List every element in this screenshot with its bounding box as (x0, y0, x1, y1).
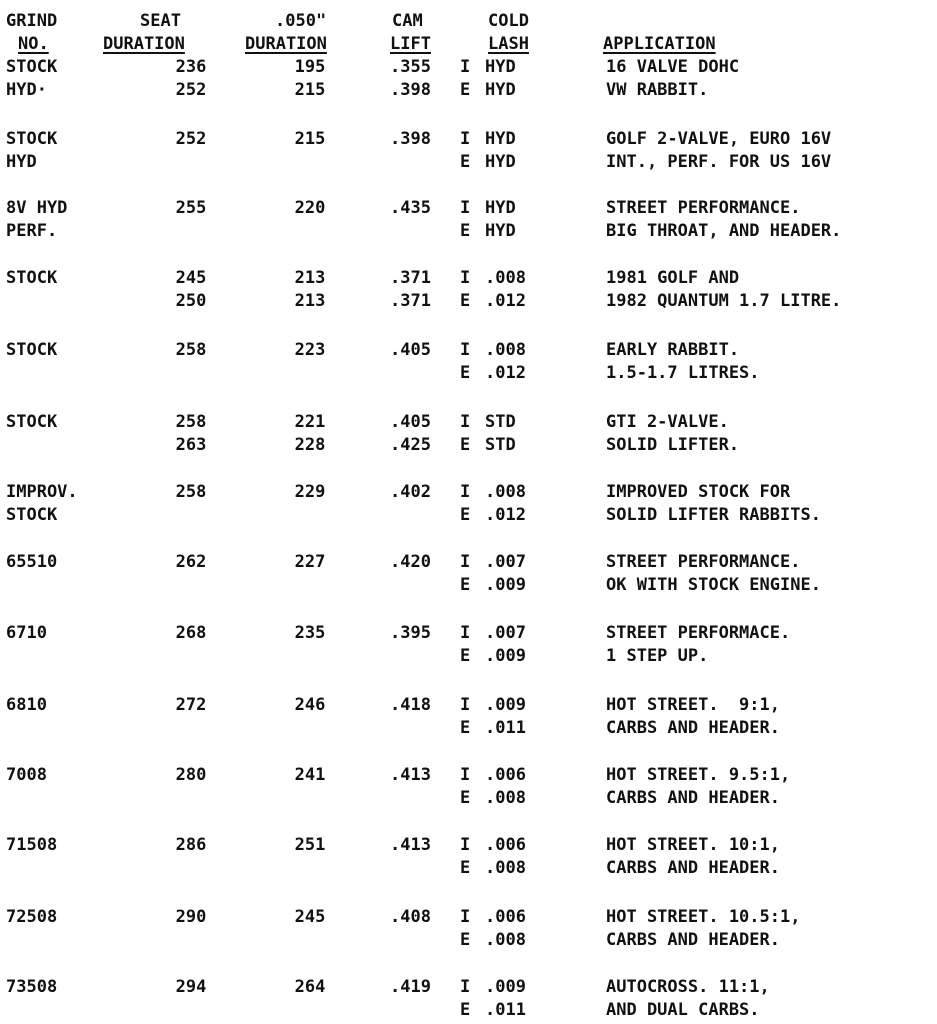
grind-no-cell: 6810 (6, 695, 47, 715)
application-cell: HOT STREET. 10:1, (606, 835, 780, 855)
application-cell: IMPROVED STOCK FOR (606, 482, 791, 502)
grind-no-cell: HYD (6, 152, 37, 172)
application-cell: EARLY RABBIT. (606, 340, 740, 360)
duration-050-cell: 246 (294, 695, 326, 715)
intake-exhaust-cell: I (460, 198, 471, 218)
table-row (0, 151, 937, 173)
grind-no-cell: STOCK (6, 340, 58, 360)
application-cell: STREET PERFORMANCE. (606, 552, 801, 572)
cold-lash-cell: .008 (485, 340, 526, 360)
duration-050-cell: 213 (294, 268, 326, 288)
application-cell: CARBS AND HEADER. (606, 718, 780, 738)
intake-exhaust-cell: I (460, 129, 471, 149)
intake-exhaust-cell: E (460, 435, 471, 455)
intake-exhaust-cell: E (460, 718, 471, 738)
cold-lash-cell: HYD (485, 129, 516, 149)
cold-lash-cell: HYD (485, 221, 516, 241)
application-cell: HOT STREET. 9.5:1, (606, 765, 791, 785)
duration-050-cell: 229 (294, 482, 326, 502)
intake-exhaust-cell: I (460, 482, 471, 502)
grind-no-cell: PERF. (6, 221, 58, 241)
grind-no-cell: STOCK (6, 505, 58, 525)
seat-duration-cell: 290 (175, 907, 207, 927)
table-row (0, 834, 937, 856)
seat-duration-cell: 250 (175, 291, 207, 311)
table-row (0, 764, 937, 786)
grind-header: GRIND (6, 11, 58, 31)
cam-lift-cell: .371 (390, 291, 431, 311)
grind-no-cell: 8V HYD (6, 198, 68, 218)
cam-lift-cell: .398 (390, 129, 431, 149)
intake-exhaust-cell: E (460, 152, 471, 172)
duration-050-cell: 215 (294, 129, 326, 149)
application-cell: GOLF 2-VALVE, EURO 16V (606, 129, 832, 149)
cam-lift-cell: .402 (390, 482, 431, 502)
cold-lash-cell: HYD (485, 80, 516, 100)
table-row (0, 220, 937, 242)
intake-exhaust-cell: E (460, 930, 471, 950)
seat-duration-cell: 268 (175, 623, 207, 643)
cold-lash-cell: .006 (485, 765, 526, 785)
grind-no-cell: STOCK (6, 129, 58, 149)
cam-lift-cell: .405 (390, 412, 431, 432)
table-row (0, 197, 937, 219)
application-cell: CARBS AND HEADER. (606, 858, 780, 878)
duration-050-cell: 220 (294, 198, 326, 218)
table-row (0, 976, 937, 998)
seat-duration-cell: 272 (175, 695, 207, 715)
intake-exhaust-cell: E (460, 291, 471, 311)
cam-lift-cell: .355 (390, 57, 431, 77)
grind-no-cell: STOCK (6, 268, 58, 288)
cold-lash-cell: HYD (485, 152, 516, 172)
seat-duration-cell: 294 (175, 977, 207, 997)
table-row (0, 411, 937, 433)
application-cell: CARBS AND HEADER. (606, 788, 780, 808)
seat-duration-cell: 263 (175, 435, 207, 455)
grind-no-cell: 71508 (6, 835, 58, 855)
cam-lift-cell: .408 (390, 907, 431, 927)
cam-lift-cell: .398 (390, 80, 431, 100)
table-row (0, 267, 937, 289)
cold-lash-cell: .012 (485, 505, 526, 525)
intake-exhaust-cell: E (460, 363, 471, 383)
seat-duration-cell: 252 (175, 129, 207, 149)
seat-duration-cell: 258 (175, 482, 207, 502)
application-cell: BIG THROAT, AND HEADER. (606, 221, 842, 241)
seat-duration-cell: 262 (175, 552, 207, 572)
seat-duration-cell: 258 (175, 340, 207, 360)
duration-050-cell: 195 (294, 57, 326, 77)
table-row (0, 290, 937, 312)
application-cell: AND DUAL CARBS. (606, 1000, 760, 1020)
cam-lift-cell: .413 (390, 835, 431, 855)
cold-lash-cell: STD (485, 435, 516, 455)
cold-lash-cell: .008 (485, 788, 526, 808)
cold-lash-cell: .008 (485, 482, 526, 502)
grind-no-cell: HYD· (6, 80, 47, 100)
cam-lift-cell: .413 (390, 765, 431, 785)
table-row (0, 362, 937, 384)
application-cell: CARBS AND HEADER. (606, 930, 780, 950)
grind-no-cell: STOCK (6, 412, 58, 432)
grind-no-cell: 72508 (6, 907, 58, 927)
duration-050-cell: 228 (294, 435, 326, 455)
grind-no-cell: 73508 (6, 977, 58, 997)
grind-no-cell: 65510 (6, 552, 58, 572)
intake-exhaust-cell: E (460, 505, 471, 525)
table-row (0, 56, 937, 78)
grind-no-cell: 6710 (6, 623, 47, 643)
table-row (0, 694, 937, 716)
seat-duration-cell: 258 (175, 412, 207, 432)
intake-exhaust-cell: I (460, 695, 471, 715)
application-cell: 1981 GOLF AND (606, 268, 740, 288)
table-row (0, 929, 937, 951)
application-cell: 1.5-1.7 LITRES. (606, 363, 760, 383)
intake-exhaust-cell: I (460, 340, 471, 360)
duration-050-cell: 241 (294, 765, 326, 785)
seat-duration-cell: 245 (175, 268, 207, 288)
header-row-2 (0, 33, 937, 55)
intake-exhaust-cell: E (460, 1000, 471, 1020)
table-row (0, 906, 937, 928)
application-cell: INT., PERF. FOR US 16V (606, 152, 832, 172)
application-cell: HOT STREET. 9:1, (606, 695, 780, 715)
seat-duration-header: DURATION (103, 34, 185, 54)
header-row-1 (0, 10, 937, 32)
cam-lift-cell: .405 (390, 340, 431, 360)
dur050-header: .050" (275, 11, 327, 31)
no-header: NO. (18, 34, 49, 54)
intake-exhaust-cell: I (460, 977, 471, 997)
cold-lash-cell: .007 (485, 623, 526, 643)
intake-exhaust-cell: I (460, 835, 471, 855)
seat-duration-cell: 252 (175, 80, 207, 100)
table-row (0, 999, 937, 1021)
intake-exhaust-cell: E (460, 646, 471, 666)
table-row (0, 504, 937, 526)
duration-050-cell: 221 (294, 412, 326, 432)
duration-050-cell: 227 (294, 552, 326, 572)
intake-exhaust-cell: I (460, 412, 471, 432)
cold-lash-cell: .008 (485, 930, 526, 950)
table-row (0, 645, 937, 667)
duration-050-cell: 215 (294, 80, 326, 100)
table-row (0, 551, 937, 573)
cold-lash-cell: .012 (485, 363, 526, 383)
cold-lash-cell: .009 (485, 575, 526, 595)
cam-lift-cell: .418 (390, 695, 431, 715)
table-row (0, 434, 937, 456)
application-cell: VW RABBIT. (606, 80, 709, 100)
duration-050-cell: 235 (294, 623, 326, 643)
table-row (0, 128, 937, 150)
table-row (0, 574, 937, 596)
cold-lash-cell: .012 (485, 291, 526, 311)
intake-exhaust-cell: E (460, 575, 471, 595)
application-cell: SOLID LIFTER. (606, 435, 740, 455)
cold-lash-cell: .006 (485, 835, 526, 855)
cold-lash-cell: .009 (485, 695, 526, 715)
table-row (0, 717, 937, 739)
cold-lash-cell: .009 (485, 646, 526, 666)
cam-lift-cell: .435 (390, 198, 431, 218)
application-cell: STREET PERFORMACE. (606, 623, 791, 643)
cam-lift-cell: .395 (390, 623, 431, 643)
seat-duration-cell: 280 (175, 765, 207, 785)
intake-exhaust-cell: E (460, 221, 471, 241)
application-cell: AUTOCROSS. 11:1, (606, 977, 770, 997)
intake-exhaust-cell: E (460, 858, 471, 878)
intake-exhaust-cell: I (460, 907, 471, 927)
seat-duration-cell: 286 (175, 835, 207, 855)
application-cell: 1 STEP UP. (606, 646, 709, 666)
intake-exhaust-cell: I (460, 765, 471, 785)
application-cell: GTI 2-VALVE. (606, 412, 729, 432)
duration-050-cell: 223 (294, 340, 326, 360)
duration-050-cell: 264 (294, 977, 326, 997)
cold-lash-cell: HYD (485, 57, 516, 77)
application-cell: OK WITH STOCK ENGINE. (606, 575, 821, 595)
cold-lash-cell: .008 (485, 858, 526, 878)
cold-lash-cell: .009 (485, 977, 526, 997)
cold-lash-cell: STD (485, 412, 516, 432)
seat-duration-cell: 236 (175, 57, 207, 77)
cold-lash-cell: .006 (485, 907, 526, 927)
cold-lash-cell: HYD (485, 198, 516, 218)
application-cell: HOT STREET. 10.5:1, (606, 907, 801, 927)
lift-header: LIFT (390, 34, 431, 54)
application-cell: 16 VALVE DOHC (606, 57, 740, 77)
duration-050-cell: 213 (294, 291, 326, 311)
cold-lash-cell: .007 (485, 552, 526, 572)
intake-exhaust-cell: E (460, 80, 471, 100)
application-cell: STREET PERFORMANCE. (606, 198, 801, 218)
application-header: APPLICATION (603, 34, 716, 54)
cold-lash-cell: .011 (485, 1000, 526, 1020)
application-cell: SOLID LIFTER RABBITS. (606, 505, 821, 525)
duration-050-cell: 245 (294, 907, 326, 927)
seat-header: SEAT (140, 11, 181, 31)
cam-lift-cell: .420 (390, 552, 431, 572)
duration-050-cell: 251 (294, 835, 326, 855)
grind-no-cell: 7008 (6, 765, 47, 785)
table-row (0, 79, 937, 101)
intake-exhaust-cell: I (460, 268, 471, 288)
cold-lash-cell: .008 (485, 268, 526, 288)
intake-exhaust-cell: E (460, 788, 471, 808)
dur050-duration-header: DURATION (245, 34, 327, 54)
table-row (0, 339, 937, 361)
table-row (0, 481, 937, 503)
cam-header: CAM (392, 11, 423, 31)
intake-exhaust-cell: I (460, 57, 471, 77)
application-cell: 1982 QUANTUM 1.7 LITRE. (606, 291, 842, 311)
lash-header: LASH (488, 34, 529, 54)
cam-lift-cell: .371 (390, 268, 431, 288)
intake-exhaust-cell: I (460, 552, 471, 572)
table-row (0, 857, 937, 879)
cam-lift-cell: .425 (390, 435, 431, 455)
grind-no-cell: IMPROV. (6, 482, 78, 502)
cold-lash-cell: .011 (485, 718, 526, 738)
seat-duration-cell: 255 (175, 198, 207, 218)
cam-lift-cell: .419 (390, 977, 431, 997)
grind-no-cell: STOCK (6, 57, 58, 77)
cold-header: COLD (488, 11, 529, 31)
table-row (0, 787, 937, 809)
intake-exhaust-cell: I (460, 623, 471, 643)
table-row (0, 622, 937, 644)
